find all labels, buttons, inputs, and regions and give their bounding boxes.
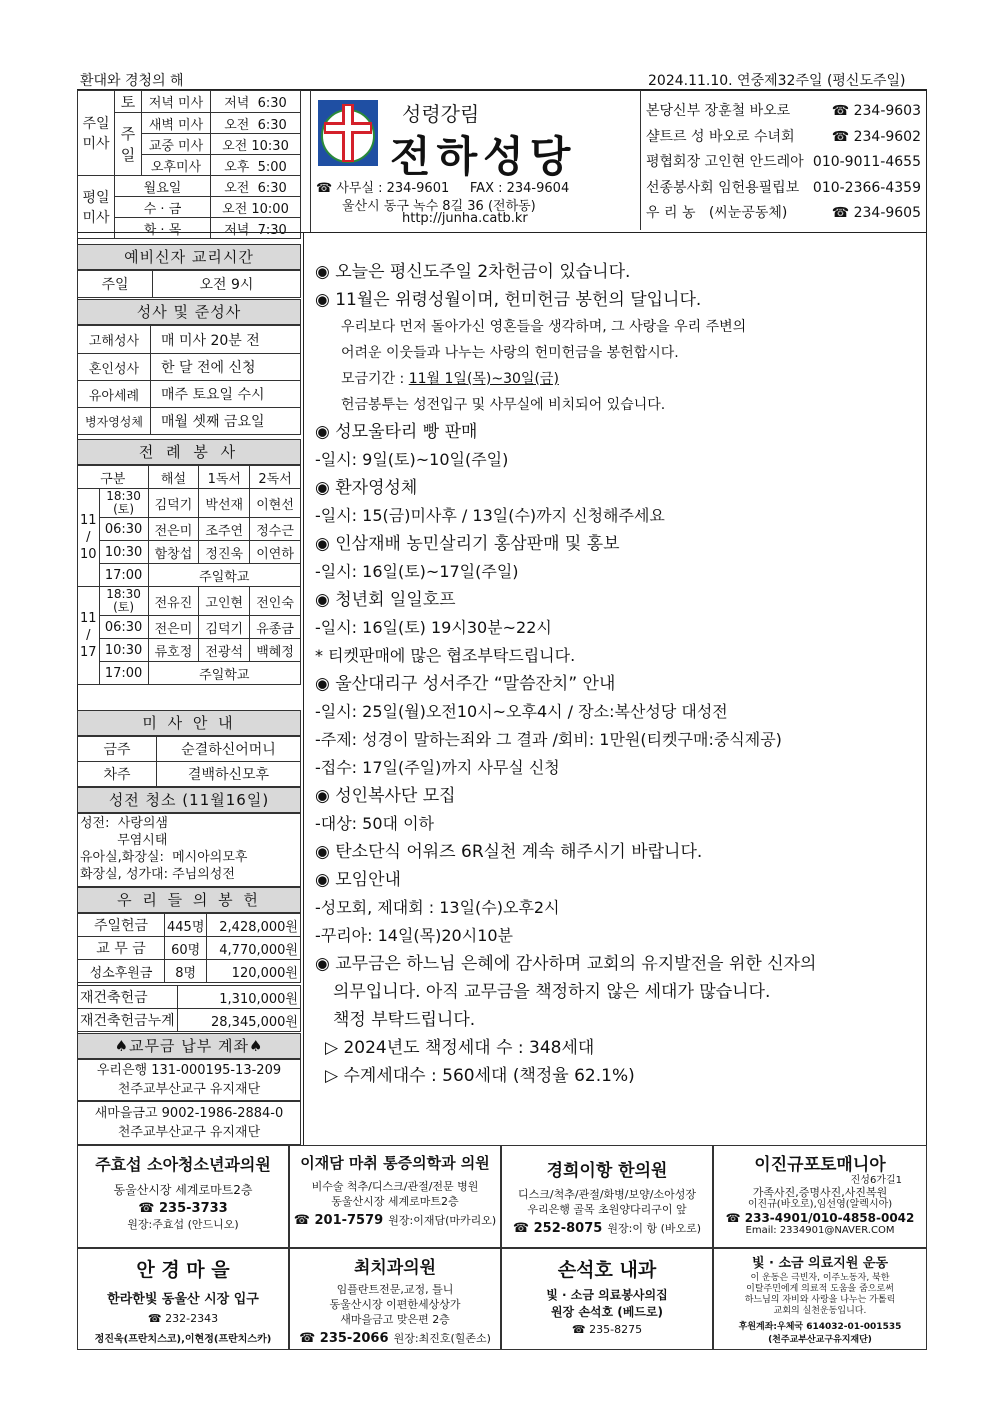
ad-phone: ☎ 232-2343 [147, 1312, 219, 1325]
liturgy-merged: 주일학교 [148, 662, 300, 685]
news-indent: 책정 부탁드립니다. [333, 1010, 476, 1030]
catechumen-row [77, 270, 301, 298]
news-line: -일시: 16일(토)~17일(주일) [315, 562, 519, 581]
church-address: 울산시 동구 녹수 8길 36 (전하동) [342, 199, 536, 214]
ad-line: 임플란트전문,교정, 틀니 [336, 1283, 454, 1296]
sacrament-value: 매주 토요일 수시 [151, 381, 301, 408]
ad-line: 가족사진,증명사진,사진복원 [752, 1186, 888, 1199]
sacrament-value: 매월 셋째 금요일 [151, 408, 301, 435]
news-line: -일시: 25일(월)오전10시~오후4시 / 장소:복산성당 대성전 [315, 702, 728, 721]
liturgy-person: 류호정 [148, 639, 199, 662]
contact-label: 우 리 농 (씨눈공동체) [646, 205, 788, 222]
ad-name: 이진규포토매니아 [754, 1155, 886, 1175]
ad-line: 이진규(바오로),임선영(알렉시아) [747, 1199, 893, 1210]
liturgy-merged: 주일학교 [148, 564, 300, 587]
offering-name: 주일헌금 [78, 914, 165, 937]
liturgy-time: 17:00 [99, 662, 148, 685]
liturgy-person: 유종금 [250, 616, 301, 639]
sacrament-name: 고해성사 [78, 326, 151, 354]
sacraments-title: 성사 및 준성사 [77, 299, 301, 325]
ad-owner: Email: 2334901@NAVER.COM [745, 1225, 895, 1236]
liturgy-person: 고인현 [199, 587, 250, 616]
offerings-title: 우 리 들 의 봉 헌 [77, 887, 301, 913]
liturgy-col: 1독서 [199, 466, 250, 489]
news-line: -접수: 17일(주일)까지 사무실 신청 [315, 758, 560, 777]
sacrament-value: 매 미사 20분 전 [151, 326, 301, 354]
church-name: 전하성당 [390, 132, 577, 181]
ad-owner: 정진욱(프란치스코),이현정(프란치스카) [94, 1334, 272, 1345]
church-logo [318, 100, 378, 166]
news-indent: ▷ 수계세대수 : 560세대 (책정율 62.1%) [325, 1066, 635, 1086]
cleaning-line: 무염시태 [80, 833, 168, 848]
offering-count: 60명 [165, 937, 207, 960]
top-divider [77, 232, 927, 233]
contact-label: 평협회장 고인현 안드레아 [646, 154, 804, 171]
news-item: ◉ 성모울타리 빵 판매 [315, 422, 478, 442]
news-body: 헌금봉투는 성전입구 및 사무실에 비치되어 있습니다. [341, 397, 666, 413]
mass-guide-name: 금주 [78, 737, 157, 762]
motto: 환대와 경청의 해 [80, 73, 184, 89]
offering-count: 445명 [165, 914, 207, 937]
sacraments-table [77, 325, 301, 435]
church-url[interactable]: http://junha.catb.kr [402, 211, 528, 226]
news-indent: ▷ 2024년도 책정세대 수 : 348세대 [325, 1038, 595, 1058]
ad-line: 새마을금고 맞은편 2층 [340, 1313, 450, 1326]
liturgy-col: 구분 [78, 466, 149, 489]
ad-line: 한라한빛 동울산 시장 입구 [107, 1292, 259, 1307]
accounts-title: ♠교무금 납부 계좌♠ [77, 1033, 301, 1059]
contact-phone: ☎ 234-9603 [831, 103, 921, 119]
catechumen-title: 예비신자 교리시간 [77, 244, 301, 270]
news-item: ◉ 11월은 위령성월이며, 헌미헌금 봉헌의 달입니다. [315, 290, 702, 310]
mass-guide-name: 차주 [78, 762, 157, 787]
cleaning-line: 유아실,화장실: 메시아의모후 [80, 850, 248, 865]
mass-time: 오후 5:00 [211, 155, 301, 176]
ad-line: 빛 · 소금 의료봉사의집 [546, 1288, 668, 1302]
mass-guide-table [77, 736, 301, 787]
account-holder: 천주교부산교구 유지재단 [117, 1125, 261, 1140]
news-item: ◉ 오늘은 평신도주일 2차헌금이 있습니다. [315, 262, 631, 282]
week-label: 11 / 17 [78, 587, 100, 685]
news-body: 우리보다 먼저 돌아가신 영혼들을 생각하며, 그 사랑을 우리 주변의 [341, 319, 747, 335]
liturgy-person: 전은미 [148, 518, 199, 541]
liturgy-time: 06:30 [99, 518, 148, 541]
liturgy-person: 박선재 [199, 489, 250, 518]
news-line: -일시: 15(금)미사후 / 13일(수)까지 신청해주세요 [315, 506, 665, 525]
sacrament-name: 병자영성체 [78, 408, 151, 435]
ad-light-salt-campaign [713, 1248, 927, 1350]
catechumen-time: 오전 9시 [199, 277, 254, 293]
logo-subtitle: 성령강림 [402, 102, 480, 126]
sunday-mass-label: 주일 미사 [78, 91, 115, 176]
contact-row [646, 176, 921, 202]
liturgy-time: 10:30 [99, 639, 148, 662]
date-info: 2024.11.10. 연중제32주일 (평신도주일) [648, 73, 906, 89]
news-line: -꾸리아: 14일(목)20시10분 [315, 926, 514, 945]
mass-guide-title: 미 사 안 내 [77, 710, 301, 736]
offering-amount: 4,770,000원 [207, 937, 301, 960]
offerings-table [77, 913, 301, 983]
liturgy-person: 백혜정 [250, 639, 301, 662]
logo-divider [310, 90, 311, 232]
ad-owner: (천주교부산교구유지재단) [768, 1335, 872, 1345]
contact-phone: 010-2366-4359 [812, 179, 921, 196]
weekday-mass-label: 평일 미사 [78, 176, 115, 239]
account-number: 새마을금고 9002-1986-2884-0 [94, 1106, 284, 1121]
news-line: -주제: 성경이 말하는죄와 그 결과 /회비: 1만원(티켓구매:중식제공) [315, 730, 782, 749]
news-indent: 의무입니다. 아직 교무금을 책정하지 않은 세대가 많습니다. [333, 982, 771, 1002]
week-label: 11 / 10 [78, 489, 100, 587]
catechumen-day: 주일 [78, 271, 153, 297]
news-item: ◉ 인삼재배 농민살리기 홍삼판매 및 홍보 [315, 534, 620, 554]
ad-line: 하느님의 자비와 사랑을 나누는 가톨릭 [744, 1295, 896, 1305]
account-box [77, 1059, 301, 1101]
mass-time: 오전 6:30 [211, 113, 301, 134]
news-body [315, 366, 915, 392]
account-number: 우리은행 131-000195-13-209 [96, 1063, 282, 1078]
ad-phone: ☎ 201-7579 [293, 1213, 384, 1228]
offering-amount: 1,310,000원 [177, 986, 300, 1009]
liturgy-person: 정수근 [250, 518, 301, 541]
mass-schedule [77, 90, 301, 239]
contact-phone: ☎ 234-9605 [831, 205, 921, 222]
ad-line: 원장 손석호 (베드로) [550, 1305, 664, 1319]
mass-name: 저녁 미사 [142, 91, 211, 113]
liturgy-time: 18:30 (토) [99, 587, 148, 616]
liturgy-time: 17:00 [99, 564, 148, 587]
liturgy-time: 18:30 (토) [99, 489, 148, 518]
ad-oriental-clinic [501, 1145, 713, 1248]
weekday-day: 화 · 목 [115, 218, 211, 239]
account-holder: 천주교부산교구 유지재단 [117, 1082, 261, 1097]
ad-phone: 후원계좌:우체국 614032-01-001535 [738, 1322, 902, 1332]
ad-phone: ☎ 233-4901/010-4858-0042 [725, 1211, 915, 1225]
ad-phone: ☎ 252-8075 [512, 1221, 603, 1236]
contact-row [646, 150, 921, 176]
news-line: -성모회, 제대회 : 13일(수)오후2시 [315, 898, 560, 917]
cleaning-title: 성전 청소 (11월16일) [77, 787, 301, 813]
offering-name: 성소후원금 [78, 960, 165, 983]
ad-internal-medicine [501, 1248, 713, 1350]
contact-row [646, 99, 921, 125]
liturgy-col: 2독서 [250, 466, 301, 489]
mass-time: 오전 10:30 [211, 134, 301, 155]
liturgy-person: 전유진 [148, 587, 199, 616]
contact-phone: ☎ 234-9602 [831, 128, 921, 145]
ad-contact-row [290, 1327, 500, 1346]
weekday-day: 수 · 금 [115, 197, 211, 218]
offering-amount: 28,345,000원 [177, 1009, 300, 1032]
cleaning-list [77, 813, 301, 887]
sun-label: 주 일 [115, 113, 142, 176]
offerings-table-2 [77, 985, 301, 1032]
ad-name: 경희이항 한의원 [546, 1161, 668, 1181]
liturgy-person: 정진욱 [199, 541, 250, 564]
news-line: -일시: 9일(토)~10일(주일) [315, 450, 509, 469]
contact-label: 샬트르 성 바오로 수녀회 [646, 128, 795, 145]
liturgy-col: 해설 [148, 466, 199, 489]
news-line: -일시: 16일(토) 19시30분~22시 [315, 618, 552, 637]
sacrament-value: 한 달 전에 신청 [151, 354, 301, 381]
offering-count: 8명 [165, 960, 207, 983]
ad-dental [289, 1248, 501, 1350]
news-item: ◉ 성인복사단 모집 [315, 786, 456, 806]
sacrament-name: 유아세례 [78, 381, 151, 408]
offering-name: 재건축헌금 [78, 986, 178, 1009]
liturgy-person: 이연하 [250, 541, 301, 564]
offering-name: 교 무 금 [78, 937, 165, 960]
column-divider [303, 232, 304, 1145]
account-box [77, 1101, 301, 1145]
ad-name: 최치과의원 [353, 1258, 437, 1278]
weekday-day: 월요일 [115, 176, 211, 197]
weekday-time: 저녁 7:30 [211, 218, 301, 239]
announcements [315, 258, 915, 1090]
ad-line: 비수술 척추/디스크/관절/전문 병원 [311, 1180, 479, 1193]
liturgy-time: 06:30 [99, 616, 148, 639]
offering-name: 재건축헌금누계 [78, 1009, 178, 1032]
contacts-list [646, 99, 921, 227]
liturgy-title: 전 례 봉 사 [77, 439, 301, 465]
liturgy-person: 이현선 [250, 489, 301, 518]
news-item: ◉ 청년회 일일호프 [315, 590, 456, 610]
mass-name: 교중 미사 [142, 134, 211, 155]
ad-name: 안 경 마 을 [136, 1259, 230, 1281]
ad-line: 우리은행 골목 초원양다리구이 앞 [527, 1203, 687, 1216]
liturgy-person: 전광석 [199, 639, 250, 662]
ad-line: 동울산시장 세계로마트2층 [331, 1195, 459, 1208]
office-contact: ☎ 사무실 : 234-9601 FAX : 234-9604 [316, 181, 570, 196]
mass-name: 오후미사 [142, 155, 211, 176]
liturgy-person: 전은미 [148, 616, 199, 639]
ad-phone: ☎ 235-8275 [571, 1323, 643, 1336]
news-item: ◉ 탄소단식 어워즈 6R실천 계속 해주시기 바랍니다. [315, 842, 703, 862]
news-item: ◉ 교무금은 하느님 은혜에 감사하며 교회의 유지발전을 위한 신자의 [315, 954, 817, 974]
ad-contact-row [290, 1209, 500, 1228]
liturgy-person: 김덕기 [199, 616, 250, 639]
contact-label: 선종봉사회 임헌용필립보 [646, 179, 800, 196]
ad-owner: 원장:최진호(힐존소) [393, 1332, 491, 1345]
weekday-time: 오전 10:00 [211, 197, 301, 218]
ad-pediatrics [77, 1145, 289, 1248]
ad-line: 이탈주민에게 의료적 도움을 줌으로써 [746, 1284, 894, 1294]
mass-guide-value: 결백하신모후 [157, 762, 301, 787]
cross-emblem-icon [318, 100, 378, 166]
ad-name: 손석호 내과 [557, 1259, 657, 1281]
contact-row [646, 125, 921, 151]
contact-phone: 010-9011-4655 [812, 154, 921, 171]
liturgy-time: 10:30 [99, 541, 148, 564]
news-item: ◉ 울산대리구 성서주간 “말씀잔치” 안내 [315, 674, 616, 694]
weekday-time: 오전 6:30 [211, 176, 301, 197]
news-line: -대상: 50대 이하 [315, 814, 434, 833]
ad-phone: ☎ 235-2066 [299, 1331, 389, 1346]
ad-name: 빛 · 소금 의료지원 운동 [751, 1256, 889, 1271]
ad-line: 진성6가길1 [850, 1175, 902, 1186]
ad-line: 동울산시장 이편한세상상가 [329, 1298, 461, 1311]
ad-name: 주효섭 소아청소년과의원 [95, 1155, 271, 1174]
contact-label: 본당신부 장훈철 바오로 [646, 103, 791, 119]
mass-name: 새벽 미사 [142, 113, 211, 134]
ad-line: 교회의 실천운동입니다. [773, 1306, 867, 1316]
mass-time: 저녁 6:30 [211, 91, 301, 113]
liturgy-person: 전인숙 [250, 587, 301, 616]
ad-owner: 원장:주효섭 (안드니오) [127, 1218, 239, 1231]
ad-owner: 원장:이 항 (바오로) [607, 1222, 702, 1235]
cleaning-line: 화장실, 성가대: 주님의성전 [80, 867, 235, 882]
ad-phone: ☎ 235-3733 [138, 1201, 228, 1216]
offering-amount: 120,000원 [207, 960, 301, 983]
liturgy-person: 함창섭 [148, 541, 199, 564]
ad-name: 이재담 마취 통증의학과 의원 [300, 1154, 490, 1172]
ad-pain-clinic [289, 1145, 501, 1248]
collection-period: 11월 1일(목)~30일(금) [408, 371, 559, 387]
news-item: ◉ 모임안내 [315, 870, 401, 890]
liturgy-table [77, 465, 301, 685]
ad-owner: 원장:이재담(마카리오) [388, 1214, 497, 1227]
news-item: ◉ 환자영성체 [315, 478, 418, 498]
contact-row [646, 201, 921, 227]
ad-photo-studio [713, 1145, 927, 1248]
liturgy-person: 조주연 [199, 518, 250, 541]
ad-line: 디스크/척추/관절/화병/보양/소아성장 [518, 1188, 696, 1201]
sat-label: 토 [115, 91, 142, 113]
mass-guide-value: 순결하신어머니 [157, 737, 301, 762]
offering-amount: 2,428,000원 [207, 914, 301, 937]
news-body: 어려운 이웃들과 나누는 사랑의 헌미헌금을 봉헌합시다. [341, 345, 679, 361]
news-line: * 티켓판매에 많은 협조부탁드립니다. [315, 646, 576, 665]
liturgy-person: 김덕기 [148, 489, 199, 518]
sacrament-name: 혼인성사 [78, 354, 151, 381]
ad-contact-row [502, 1217, 712, 1236]
ad-optician [77, 1248, 289, 1350]
ad-line: 이 운동은 극빈자, 이주노동자, 북한 [750, 1273, 890, 1283]
ad-line: 동울산시장 세계로마트2층 [113, 1183, 253, 1197]
cleaning-line: 성전: 사랑의샘 [80, 816, 168, 831]
news-body-prefix: 모금기간 : [341, 371, 409, 387]
